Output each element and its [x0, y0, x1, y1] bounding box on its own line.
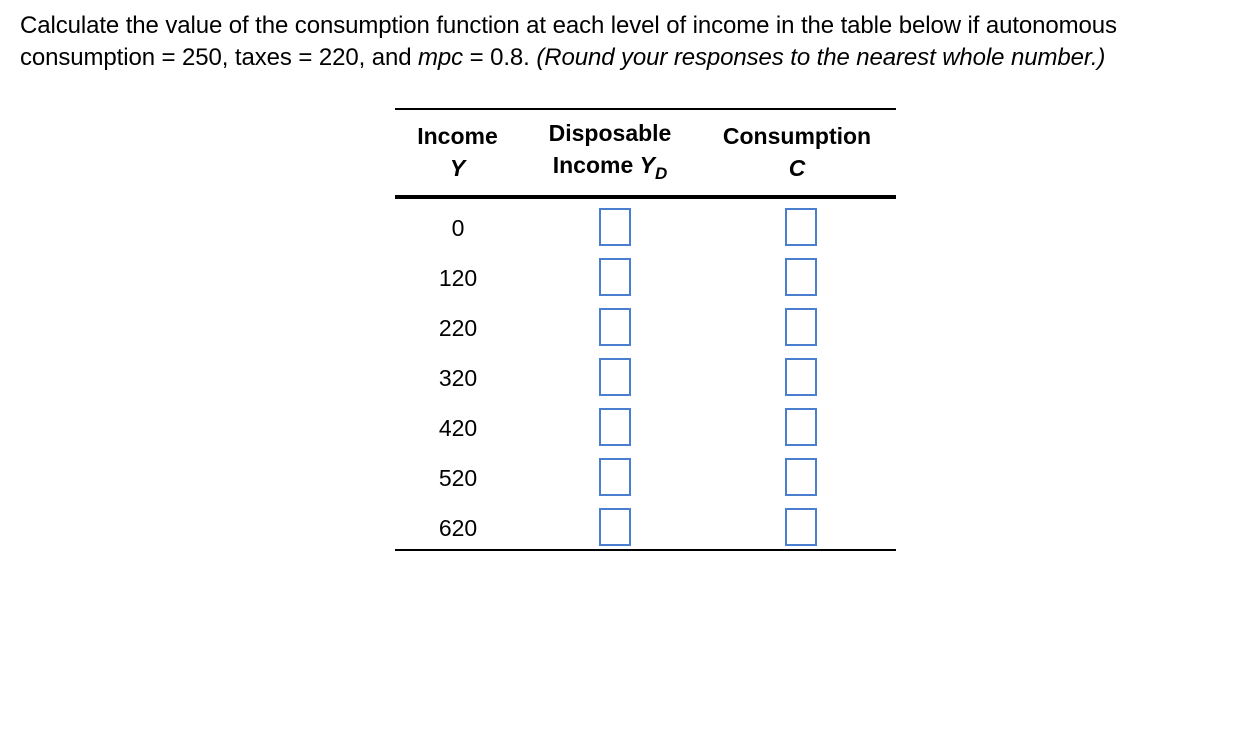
question-text: [20, 10, 1225, 74]
table-row: [395, 303, 896, 353]
income-value: 420: [438, 415, 478, 441]
consumption-input[interactable]: [785, 408, 817, 446]
consumption-input[interactable]: [785, 508, 817, 546]
question-part2: = 0.8.: [463, 44, 537, 71]
table-row: [395, 253, 896, 303]
table-row: [395, 503, 896, 553]
disposable-income-input[interactable]: [599, 258, 631, 296]
header-consumption-label: Consumption: [722, 123, 872, 149]
rounding-instruction: (Round your responses to the nearest whole number.): [536, 44, 1106, 71]
header-disposable-income-word: Income: [552, 152, 640, 178]
disposable-income-input[interactable]: [599, 458, 631, 496]
disposable-income-input[interactable]: [599, 508, 631, 546]
consumption-input[interactable]: [785, 358, 817, 396]
disposable-income-input[interactable]: [599, 208, 631, 246]
table-row: [395, 203, 896, 253]
header-disposable-label: Disposable: [548, 120, 672, 146]
header-disposable-symbol: Y: [639, 152, 655, 178]
header-income-symbol: Y: [449, 155, 466, 181]
header-disposable-subscript: D: [654, 164, 668, 183]
table-top-rule: [395, 108, 896, 110]
disposable-income-input[interactable]: [599, 358, 631, 396]
header-disposable-line2: [535, 149, 685, 181]
header-consumption: [707, 120, 887, 184]
header-consumption-symbol: C: [788, 155, 806, 181]
income-value: 0: [451, 215, 465, 241]
income-value: 120: [438, 265, 478, 291]
income-value: 620: [438, 515, 478, 541]
table-row: [395, 453, 896, 503]
table-row: [395, 353, 896, 403]
consumption-input[interactable]: [785, 258, 817, 296]
income-value: 520: [438, 465, 478, 491]
table-header-rule: [395, 195, 896, 199]
mpc-symbol: mpc: [418, 44, 464, 71]
income-value: 320: [438, 365, 478, 391]
header-disposable-income: [535, 117, 685, 181]
table-row: [395, 403, 896, 453]
consumption-input[interactable]: [785, 308, 817, 346]
question-part1: Calculate the value of the consumption function at each level of income in the table below if autonomous consumption = 250, taxes = 220, and: [20, 12, 1117, 71]
header-income: [405, 120, 510, 184]
disposable-income-input[interactable]: [599, 408, 631, 446]
disposable-income-input[interactable]: [599, 308, 631, 346]
consumption-input[interactable]: [785, 458, 817, 496]
table-bottom-rule: [395, 549, 896, 551]
header-income-label: Income: [417, 123, 498, 149]
income-value: 220: [438, 315, 478, 341]
consumption-input[interactable]: [785, 208, 817, 246]
